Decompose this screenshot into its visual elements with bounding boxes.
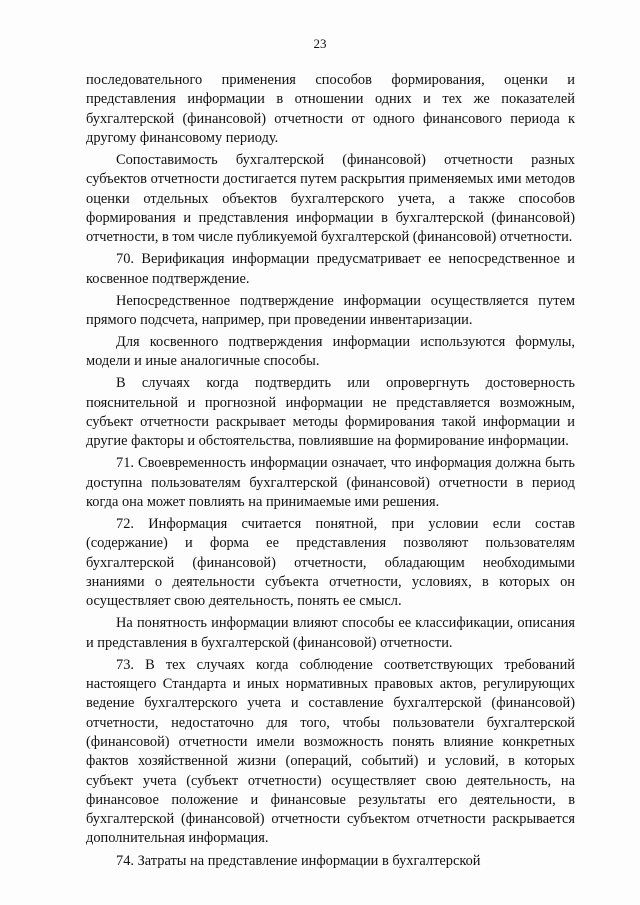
- paragraph-direct-confirmation: Непосредственное подтверждение информации осуществляется путем прямого подсчета, например, при проведении инвентаризации.: [86, 292, 575, 328]
- paragraph-understandability: На понятность информации влияют способы ее классификации, описания и представления в бухгалтерской (финансовой) отчетности.: [86, 615, 575, 651]
- paragraph-continuation: последовательного применения способов формирования, оценки и представления информации в отношении одних и тех же показателей бухгалтерской (финансовой) отчетности от одного финансового периода к другому финансовому периоду.: [86, 72, 575, 146]
- paragraph-forecast-info: В случаях когда подтвердить или опровергнуть достоверность пояснительной и прогнозной информации не представляется возможным, субъект отчетности раскрывает методы формирования такой информации и другие факторы и обстоятельства, повлиявшие на формирование информации.: [86, 375, 575, 450]
- paragraph-comparability: Сопоставимость бухгалтерской (финансовой) отчетности разных субъектов отчетности достигается путем раскрытия применяемых ими методов оценки отдельных объектов бухгалтерского учета, а также способов формирования и представления информации в бухгалтерской (финансовой) отчетности, в том числе публикуемой бухгалтерской (финансовой) отчетности.: [86, 151, 575, 246]
- paragraph-73: 73. В тех случаях когда соблюдение соответствующих требований настоящего Стандарта и иных нормативных правовых актов, регулирующих ведение бухгалтерского учета и составление бухгалтерской (финансовой) отчетности, недостаточно для того, чтобы пользователи бухгалтерской (финансовой) отчетности имели возможность понять влияние конкретных фактов хозяйственной жизни (операций, событий) и условий, в которых субъект учета (субъект отчетности) осуществляет свою деятельность, на финансовое положение и финансовые результаты его деятельности, в бухгалтерской (финансовой) отчетности субъектом отчетности раскрывается дополнительная информация.: [86, 656, 575, 847]
- paragraph-70: 70. Верификация информации предусматривает ее непосредственное и косвенное подтверждение.: [86, 251, 575, 287]
- paragraph-72: 72. Информация считается понятной, при условии если состав (содержание) и форма ее представления позволяют пользователям бухгалтерской (финансовой) отчетности, обладающим необходимыми знаниями о деятельности субъекта отчетности, условиях, в которых он осуществляет свою деятельность, понять ее смысл.: [86, 516, 575, 610]
- paragraph-71: 71. Своевременность информации означает, что информация должна быть доступна пользователям бухгалтерской (финансовой) отчетности в период когда она может повлиять на принимаемые ими решения.: [86, 455, 575, 511]
- page-number: 23: [313, 36, 327, 51]
- paragraph-74: 74. Затраты на представление информации в бухгалтерской: [116, 852, 481, 869]
- paragraph-indirect-confirmation: Для косвенного подтверждения информации используются формулы, модели и иные аналогичные способы.: [86, 334, 575, 370]
- document-body: [86, 71, 575, 874]
